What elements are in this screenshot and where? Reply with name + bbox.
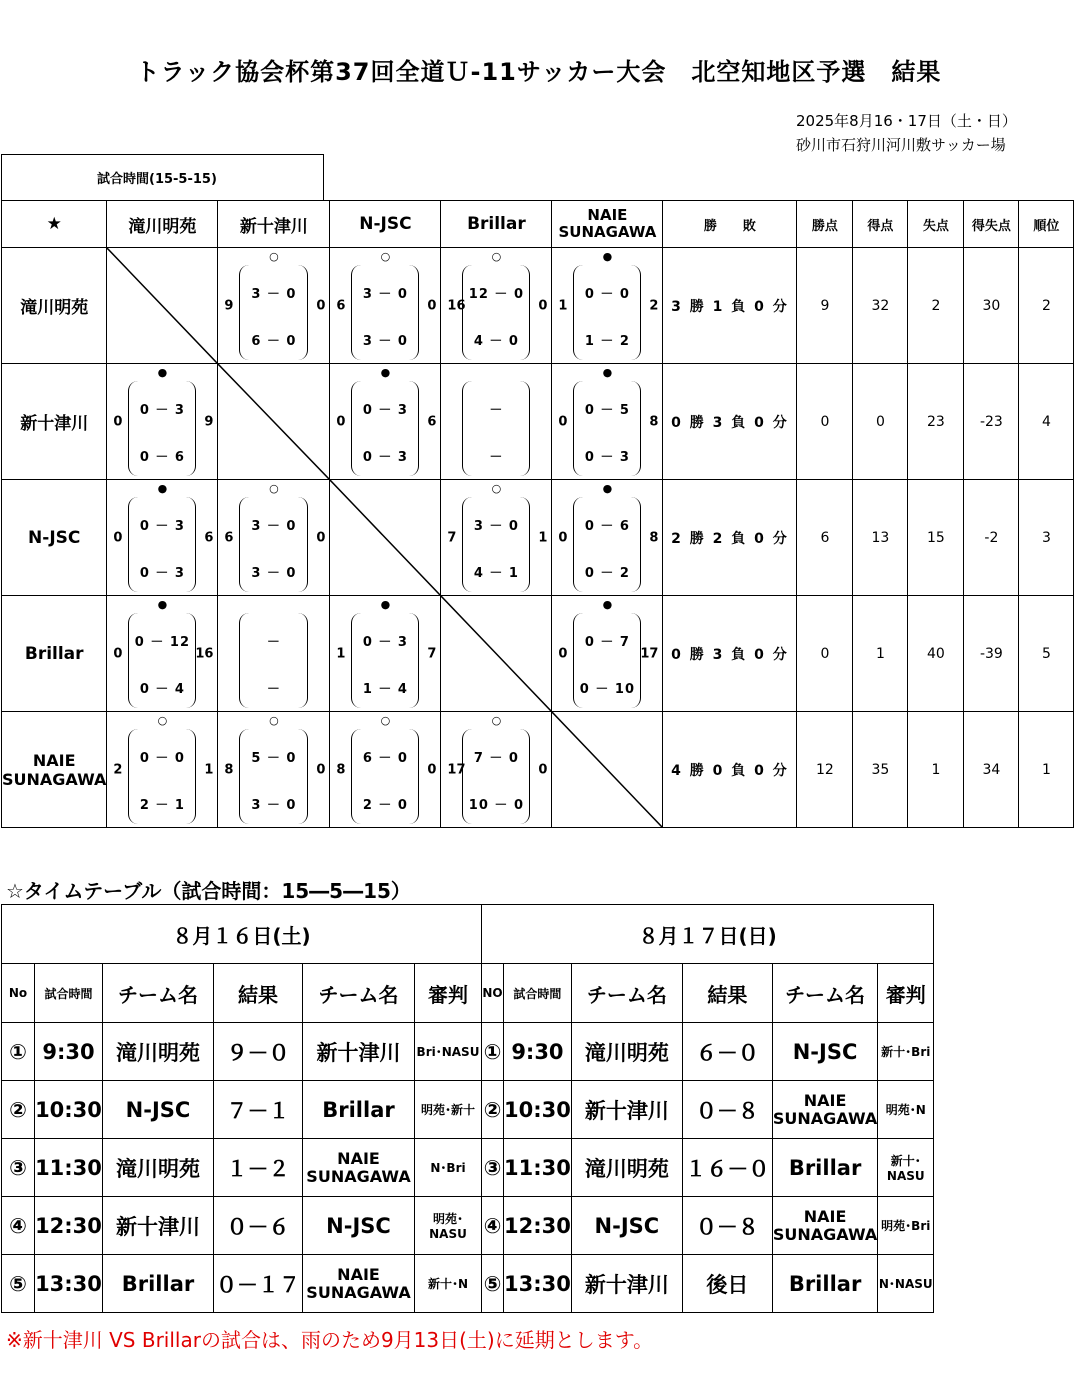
total-goals-against: 6	[427, 414, 437, 429]
match-number: ③	[482, 1139, 504, 1197]
first-half-score: 3 － 0	[251, 287, 297, 302]
row-team-name: 新十津川	[2, 364, 107, 480]
col-gf: 得点	[853, 201, 908, 248]
match-time-label: 試合時間(15-5-15)	[1, 154, 324, 200]
result-symbol: ○	[269, 250, 279, 263]
result-symbol: ○	[157, 714, 168, 727]
match-cell	[552, 480, 663, 596]
self-match-cell	[107, 248, 218, 364]
match-cell	[218, 248, 330, 364]
home-team: 滝川明苑	[103, 1023, 214, 1081]
total-goals-against: 1	[204, 762, 214, 777]
row-team-name: N-JSC	[2, 480, 107, 596]
referee: 新十･N	[415, 1255, 482, 1313]
match-cell	[107, 480, 218, 596]
second-half-score: 1 － 2	[584, 334, 630, 349]
timetable-column-header: チーム名	[103, 964, 214, 1023]
kickoff-time: 10:30	[504, 1081, 572, 1139]
match-result: ０－８	[682, 1081, 772, 1139]
goals-for: 13	[853, 480, 908, 596]
points: 0	[797, 364, 853, 480]
result-symbol: ●	[157, 482, 168, 495]
first-half-score: －	[266, 635, 281, 650]
goals-against: 2	[908, 248, 964, 364]
league-row	[2, 248, 1074, 364]
goals-for: 0	[853, 364, 908, 480]
away-team: NAIE SUNAGAWA	[772, 1197, 877, 1255]
away-team: N-JSC	[772, 1023, 877, 1081]
total-goals-against: 2	[649, 298, 659, 313]
match-number: ③	[2, 1139, 35, 1197]
away-team: N-JSC	[303, 1197, 415, 1255]
result-symbol: ○	[380, 250, 391, 263]
self-match-cell	[218, 364, 330, 480]
total-goals-against: 9	[204, 414, 214, 429]
total-goals-for: 1	[558, 298, 568, 313]
diagonal-line	[552, 712, 662, 827]
timetable-column-header: 試合時間	[35, 964, 103, 1023]
rank: 4	[1019, 364, 1074, 480]
total-goals-for: 6	[336, 298, 346, 313]
timetable-column-header: チーム名	[303, 964, 415, 1023]
first-half-score: 0 － 5	[584, 403, 630, 418]
kickoff-time: 10:30	[35, 1081, 103, 1139]
first-half-score: 0 － 3	[139, 519, 185, 534]
rank: 5	[1019, 596, 1074, 712]
points: 0	[797, 596, 853, 712]
total-goals-for: 1	[336, 646, 346, 661]
second-half-score: 0 － 3	[584, 450, 630, 465]
away-team: Brillar	[303, 1081, 415, 1139]
match-number: ⑤	[482, 1255, 504, 1313]
col-team-3: N-JSC	[330, 201, 441, 248]
day-1-header: ８月１６日(土)	[2, 905, 482, 964]
referee: N･NASU	[878, 1255, 934, 1313]
home-team: 滝川明苑	[571, 1023, 682, 1081]
timetable-row	[2, 1197, 934, 1255]
result-symbol: ●	[157, 598, 168, 611]
second-half-score: 10 － 0	[468, 798, 524, 813]
away-team: NAIE SUNAGAWA	[303, 1139, 415, 1197]
match-result: ７－１	[214, 1081, 303, 1139]
first-half-score: 5 － 0	[251, 751, 297, 766]
result-symbol: ○	[491, 714, 502, 727]
away-team: NAIE SUNAGAWA	[303, 1255, 415, 1313]
second-half-score: 0 － 10	[579, 682, 635, 697]
row-team-name: NAIE SUNAGAWA	[2, 712, 107, 828]
total-goals-against: 7	[427, 646, 437, 661]
away-team: 新十津川	[303, 1023, 415, 1081]
diagonal-line	[218, 364, 329, 479]
col-gd: 得失点	[964, 201, 1019, 248]
timetable-row	[2, 1139, 934, 1197]
goal-difference: -39	[964, 596, 1019, 712]
total-goals-for: 0	[336, 414, 346, 429]
col-ga: 失点	[908, 201, 964, 248]
home-team: 新十津川	[103, 1197, 214, 1255]
timetable-heading: ☆タイムテーブル（試合時間：15―5―15）	[6, 879, 411, 903]
total-goals-for: 0	[558, 530, 568, 545]
total-goals-for: 9	[224, 298, 234, 313]
row-team-name: Brillar	[2, 596, 107, 712]
rank: 3	[1019, 480, 1074, 596]
first-half-score: 3 － 0	[362, 287, 408, 302]
total-goals-against: 16	[195, 646, 214, 661]
first-half-score: 0 － 3	[139, 403, 185, 418]
timetable-column-header: NO	[482, 964, 504, 1023]
second-half-score: －	[489, 450, 504, 465]
away-team: Brillar	[772, 1139, 877, 1197]
referee: 新十･Bri	[878, 1023, 934, 1081]
total-goals-against: 0	[427, 762, 437, 777]
first-half-score: 6 － 0	[362, 751, 408, 766]
match-number: ①	[482, 1023, 504, 1081]
result-symbol: ●	[602, 598, 613, 611]
total-goals-for: 7	[447, 530, 457, 545]
match-number: ①	[2, 1023, 35, 1081]
second-half-score: －	[266, 682, 281, 697]
self-match-cell	[330, 480, 441, 596]
league-row	[2, 364, 1074, 480]
col-rank: 順位	[1019, 201, 1074, 248]
total-goals-against: 0	[538, 762, 548, 777]
timetable-column-header: 結果	[214, 964, 303, 1023]
timetable-row	[2, 1255, 934, 1313]
total-goals-for: 16	[447, 298, 466, 313]
match-cell	[552, 596, 663, 712]
kickoff-time: 9:30	[35, 1023, 103, 1081]
timetable-row	[2, 1081, 934, 1139]
first-half-score: 0 － 3	[362, 635, 408, 650]
first-half-score: 0 － 12	[134, 635, 190, 650]
first-half-score: 0 － 0	[584, 287, 630, 302]
match-cell	[218, 480, 330, 596]
row-team-name: 滝川明苑	[2, 248, 107, 364]
match-cell	[107, 364, 218, 480]
result-symbol: ●	[602, 250, 613, 263]
col-points: 勝点	[797, 201, 853, 248]
referee: Bri･NASU	[415, 1023, 482, 1081]
total-goals-against: 8	[649, 530, 659, 545]
second-half-score: 0 － 4	[139, 682, 185, 697]
kickoff-time: 12:30	[35, 1197, 103, 1255]
second-half-score: 1 － 4	[362, 682, 408, 697]
col-team-4: Brillar	[441, 201, 552, 248]
league-table	[1, 200, 1074, 828]
first-half-score: 3 － 0	[473, 519, 519, 534]
first-half-score: 7 － 0	[473, 751, 519, 766]
match-cell	[330, 248, 441, 364]
first-half-score: －	[489, 403, 504, 418]
kickoff-time: 13:30	[504, 1255, 572, 1313]
self-match-cell	[441, 596, 552, 712]
match-cell	[330, 596, 441, 712]
second-half-score: 0 － 6	[139, 450, 185, 465]
match-cell	[441, 248, 552, 364]
total-goals-against: 0	[316, 530, 326, 545]
second-half-score: 6 － 0	[251, 334, 297, 349]
result-symbol: ●	[380, 366, 391, 379]
goal-difference: 30	[964, 248, 1019, 364]
total-goals-against: 0	[538, 298, 548, 313]
goals-for: 32	[853, 248, 908, 364]
league-row	[2, 596, 1074, 712]
referee: 明苑･Bri	[878, 1197, 934, 1255]
total-goals-against: 8	[649, 414, 659, 429]
referee: 明苑･新十	[415, 1081, 482, 1139]
home-team: N-JSC	[571, 1197, 682, 1255]
kickoff-time: 13:30	[35, 1255, 103, 1313]
match-cell	[107, 712, 218, 828]
total-goals-for: 0	[558, 414, 568, 429]
result-symbol: ●	[602, 366, 613, 379]
total-goals-for: 17	[447, 762, 466, 777]
match-number: ④	[482, 1197, 504, 1255]
match-result: １６－０	[682, 1139, 772, 1197]
match-cell	[441, 364, 552, 480]
kickoff-time: 12:30	[504, 1197, 572, 1255]
result-symbol: ●	[380, 598, 391, 611]
first-half-score: 0 － 3	[362, 403, 408, 418]
match-result: ６－０	[682, 1023, 772, 1081]
timetable-column-header: No	[2, 964, 35, 1023]
match-cell	[218, 712, 330, 828]
timetable-column-header: チーム名	[571, 964, 682, 1023]
total-goals-for: 6	[224, 530, 234, 545]
referee: N･Bri	[415, 1139, 482, 1197]
home-team: N-JSC	[103, 1081, 214, 1139]
win-loss-record: 0 勝 3 負 0 分	[663, 596, 797, 712]
match-result: ０－１７	[214, 1255, 303, 1313]
total-goals-for: 0	[113, 414, 123, 429]
match-result: ９－０	[214, 1023, 303, 1081]
first-half-score: 12 － 0	[468, 287, 524, 302]
timetable-column-header: 結果	[682, 964, 772, 1023]
total-goals-for: 0	[558, 646, 568, 661]
win-loss-record: 0 勝 3 負 0 分	[663, 364, 797, 480]
match-cell	[441, 480, 552, 596]
diagonal-line	[107, 248, 217, 363]
total-goals-against: 0	[316, 762, 326, 777]
goals-against: 23	[908, 364, 964, 480]
first-half-score: 0 － 6	[584, 519, 630, 534]
col-team-2: 新十津川	[218, 201, 330, 248]
home-team: Brillar	[103, 1255, 214, 1313]
timetable-row	[2, 1023, 934, 1081]
timetable	[1, 904, 934, 1313]
goals-for: 1	[853, 596, 908, 712]
total-goals-against: 0	[316, 298, 326, 313]
total-goals-against: 6	[204, 530, 214, 545]
total-goals-for: 2	[113, 762, 123, 777]
total-goals-for: 0	[113, 530, 123, 545]
second-half-score: 3 － 0	[251, 798, 297, 813]
win-loss-record: 2 勝 2 負 0 分	[663, 480, 797, 596]
rank: 1	[1019, 712, 1074, 828]
total-goals-for: 8	[224, 762, 234, 777]
goals-against: 1	[908, 712, 964, 828]
match-result: １－２	[214, 1139, 303, 1197]
points: 6	[797, 480, 853, 596]
second-half-score: 3 － 0	[362, 334, 408, 349]
goals-for: 35	[853, 712, 908, 828]
home-team: 新十津川	[571, 1255, 682, 1313]
timetable-column-header: 審判	[415, 964, 482, 1023]
second-half-score: 0 － 3	[362, 450, 408, 465]
result-symbol: ○	[380, 714, 391, 727]
home-team: 滝川明苑	[571, 1139, 682, 1197]
match-cell	[330, 364, 441, 480]
points: 12	[797, 712, 853, 828]
rank: 2	[1019, 248, 1074, 364]
match-number: ④	[2, 1197, 35, 1255]
result-symbol: ●	[157, 366, 168, 379]
total-goals-against: 1	[538, 530, 548, 545]
match-result: 後日	[682, 1255, 772, 1313]
self-match-cell	[552, 712, 663, 828]
col-result: 勝 敗	[663, 201, 797, 248]
diagonal-line	[330, 480, 440, 595]
second-half-score: 0 － 3	[139, 566, 185, 581]
points: 9	[797, 248, 853, 364]
postponement-note: ※新十津川 VS Brillarの試合は、雨のため9月13日(土)に延期とします。	[6, 1328, 654, 1352]
referee: 明苑･NASU	[415, 1197, 482, 1255]
timetable-column-header: チーム名	[772, 964, 877, 1023]
second-half-score: 2 － 1	[139, 798, 185, 813]
goals-against: 40	[908, 596, 964, 712]
win-loss-record: 4 勝 0 負 0 分	[663, 712, 797, 828]
goal-difference: -2	[964, 480, 1019, 596]
day-2-header: ８月１７日(日)	[482, 905, 934, 964]
col-team-1: 滝川明苑	[107, 201, 218, 248]
corner-star: ★	[2, 201, 107, 248]
away-team: NAIE SUNAGAWA	[772, 1081, 877, 1139]
kickoff-time: 9:30	[504, 1023, 572, 1081]
second-half-score: 0 － 2	[584, 566, 630, 581]
timetable-column-header: 試合時間	[504, 964, 572, 1023]
match-number: ⑤	[2, 1255, 35, 1313]
event-venue: 砂川市石狩川河川敷サッカー場	[796, 136, 1006, 154]
league-row	[2, 712, 1074, 828]
result-symbol: ○	[491, 250, 502, 263]
match-result: ０－６	[214, 1197, 303, 1255]
match-cell	[218, 596, 330, 712]
page-title: トラック協会杯第37回全道Ｕ-11サッカー大会 北空知地区予選 結果	[135, 58, 942, 86]
total-goals-for: 0	[113, 646, 123, 661]
total-goals-against: 17	[640, 646, 659, 661]
home-team: 新十津川	[571, 1081, 682, 1139]
goal-difference: 34	[964, 712, 1019, 828]
win-loss-record: 3 勝 1 負 0 分	[663, 248, 797, 364]
total-goals-against: 0	[427, 298, 437, 313]
first-half-score: 0 － 0	[139, 751, 185, 766]
second-half-score: 4 － 0	[473, 334, 519, 349]
referee: 明苑･N	[878, 1081, 934, 1139]
match-cell	[552, 248, 663, 364]
match-cell	[330, 712, 441, 828]
match-cell	[552, 364, 663, 480]
kickoff-time: 11:30	[504, 1139, 572, 1197]
result-symbol: ○	[269, 714, 279, 727]
second-half-score: 4 － 1	[473, 566, 519, 581]
match-number: ②	[2, 1081, 35, 1139]
goal-difference: -23	[964, 364, 1019, 480]
result-symbol: ●	[602, 482, 613, 495]
match-number: ②	[482, 1081, 504, 1139]
match-result: ０－８	[682, 1197, 772, 1255]
event-date: 2025年8月16・17日（土・日）	[796, 112, 1017, 130]
goals-against: 15	[908, 480, 964, 596]
referee: 新十･NASU	[878, 1139, 934, 1197]
total-goals-for: 8	[336, 762, 346, 777]
away-team: Brillar	[772, 1255, 877, 1313]
result-symbol: ○	[491, 482, 502, 495]
second-half-score: 3 － 0	[251, 566, 297, 581]
league-header-row	[2, 201, 1074, 248]
result-symbol: ○	[269, 482, 279, 495]
timetable-column-header: 審判	[878, 964, 934, 1023]
match-cell	[441, 712, 552, 828]
match-cell	[107, 596, 218, 712]
second-half-score: 2 － 0	[362, 798, 408, 813]
first-half-score: 0 － 7	[584, 635, 630, 650]
col-team-5: NAIE SUNAGAWA	[552, 201, 663, 248]
home-team: 滝川明苑	[103, 1139, 214, 1197]
kickoff-time: 11:30	[35, 1139, 103, 1197]
diagonal-line	[441, 596, 551, 711]
league-row	[2, 480, 1074, 596]
first-half-score: 3 － 0	[251, 519, 297, 534]
